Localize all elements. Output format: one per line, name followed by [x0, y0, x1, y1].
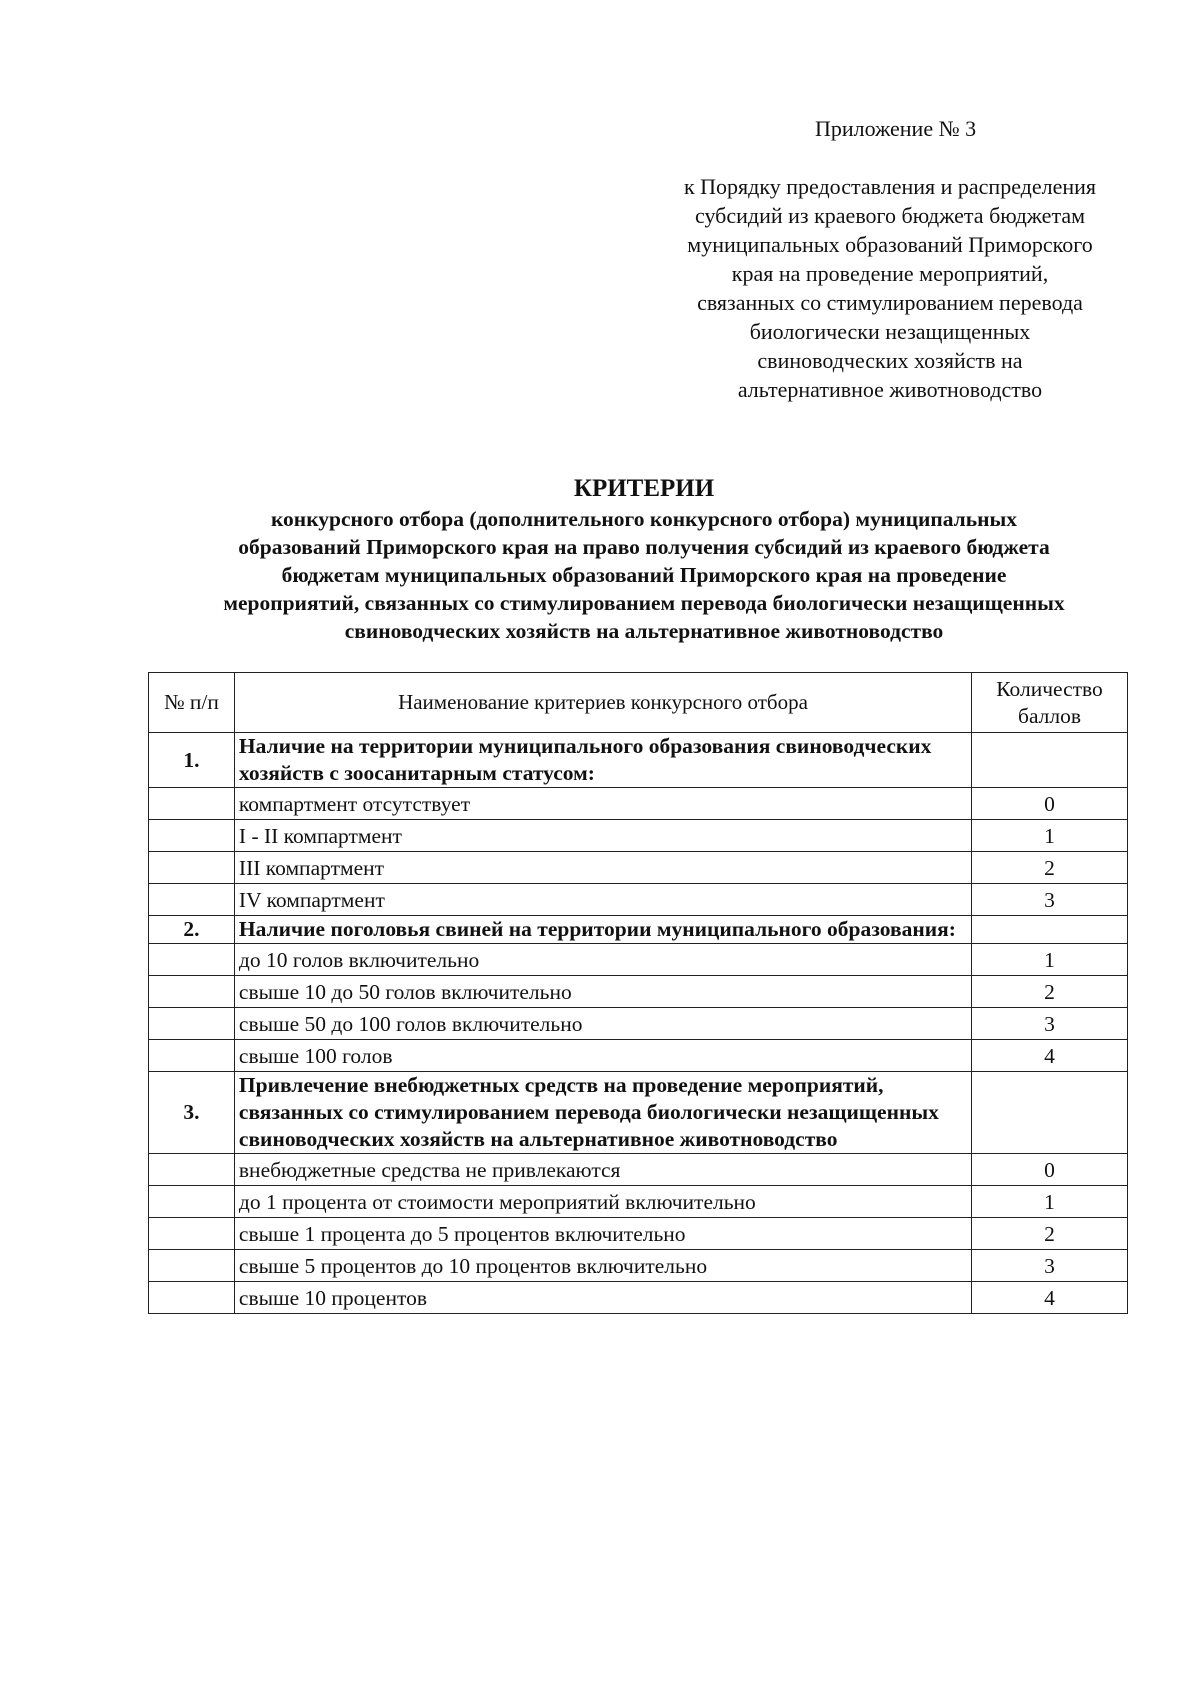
group-row	[149, 916, 1128, 944]
item-name: внебюджетные средства не привлекаются	[234, 1154, 971, 1186]
appendix-label: Приложение № 3	[815, 116, 977, 141]
group-points	[972, 733, 1128, 788]
group-points	[972, 1072, 1128, 1154]
table-row	[149, 1186, 1128, 1218]
item-name: свыше 1 процента до 5 процентов включительно	[234, 1218, 971, 1250]
item-name: свыше 5 процентов до 10 процентов включительно	[234, 1250, 971, 1282]
table-row	[149, 788, 1128, 820]
table-row	[149, 1250, 1128, 1282]
item-points: 4	[972, 1282, 1128, 1314]
item-name: компартмент отсутствует	[234, 788, 971, 820]
appendix-reference-line: к Порядку предоставления и распределения	[683, 174, 1097, 199]
appendix-reference-line: свиноводческих хозяйств на	[757, 348, 1023, 373]
item-number	[149, 1282, 235, 1314]
item-number	[149, 1040, 235, 1072]
document-subtitle-line: мероприятий, связанных со стимулированием перевода биологически незащищенных	[223, 591, 1065, 615]
group-number: 3.	[149, 1072, 235, 1154]
item-number	[149, 944, 235, 976]
document-subtitle-line: свиноводческих хозяйств на альтернативное животноводство	[344, 619, 944, 643]
group-title: Привлечение внебюджетных средств на проведение мероприятий, связанных со стимулированием перевода биологически незащищенных свиноводческих хозяйств на альтернативное животноводство	[234, 1072, 971, 1154]
item-number	[149, 884, 235, 916]
item-points: 1	[972, 944, 1128, 976]
group-title: Наличие поголовья свиней на территории муниципального образования:	[234, 916, 971, 944]
item-name: III компартмент	[234, 852, 971, 884]
item-points: 2	[972, 852, 1128, 884]
table-row	[149, 852, 1128, 884]
item-points: 0	[972, 788, 1128, 820]
item-number	[149, 1250, 235, 1282]
table-row	[149, 976, 1128, 1008]
header-number: № п/п	[149, 673, 235, 733]
group-points	[972, 916, 1128, 944]
appendix-reference-line: связанных со стимулированием перевода	[697, 290, 1083, 315]
document-title: КРИТЕРИИ	[573, 475, 715, 502]
appendix-reference	[640, 172, 1140, 404]
header-points-line: баллов	[1018, 703, 1082, 728]
item-points: 1	[972, 1186, 1128, 1218]
table-row	[149, 884, 1128, 916]
document-subtitle-line: бюджетам муниципальных образований Приморского края на проведение	[281, 563, 1007, 587]
header-criteria-name: Наименование критериев конкурсного отбора	[234, 673, 971, 733]
item-number	[149, 820, 235, 852]
group-number: 1.	[149, 733, 235, 788]
document-subtitle-line: образований Приморского края на право получения субсидий из краевого бюджета	[238, 535, 1050, 559]
group-number: 2.	[149, 916, 235, 944]
item-number	[149, 1008, 235, 1040]
table-row	[149, 944, 1128, 976]
table-row	[149, 1040, 1128, 1072]
item-points: 4	[972, 1040, 1128, 1072]
item-points: 2	[972, 976, 1128, 1008]
item-points: 1	[972, 820, 1128, 852]
appendix-reference-line: биологически незащищенных	[749, 319, 1031, 344]
item-number	[149, 1154, 235, 1186]
item-number	[149, 1186, 235, 1218]
header-points	[972, 673, 1128, 733]
item-points: 0	[972, 1154, 1128, 1186]
group-row	[149, 733, 1128, 788]
item-points: 3	[972, 884, 1128, 916]
appendix-reference-line: края на проведение мероприятий,	[731, 261, 1049, 286]
appendix-reference-line: альтернативное животноводство	[737, 377, 1043, 402]
item-name: до 10 голов включительно	[234, 944, 971, 976]
item-name: IV компартмент	[234, 884, 971, 916]
item-name: свыше 100 голов	[234, 1040, 971, 1072]
item-points: 3	[972, 1008, 1128, 1040]
group-title: Наличие на территории муниципального образования свиноводческих хозяйств с зоосанитарным статусом:	[234, 733, 971, 788]
criteria-table	[148, 672, 1128, 1314]
group-row	[149, 1072, 1128, 1154]
item-number	[149, 1218, 235, 1250]
table-row	[149, 1218, 1128, 1250]
item-name: I - II компартмент	[234, 820, 971, 852]
item-points: 3	[972, 1250, 1128, 1282]
table-header-row	[149, 673, 1128, 733]
item-number	[149, 788, 235, 820]
item-name: свыше 50 до 100 голов включительно	[234, 1008, 971, 1040]
document-subtitle-line: конкурсного отбора (дополнительного конкурсного отбора) муниципальных	[270, 507, 1018, 531]
item-number	[149, 852, 235, 884]
item-points: 2	[972, 1218, 1128, 1250]
item-number	[149, 976, 235, 1008]
item-name: свыше 10 до 50 голов включительно	[234, 976, 971, 1008]
table-row	[149, 1282, 1128, 1314]
appendix-reference-line: субсидий из краевого бюджета бюджетам	[694, 203, 1086, 228]
header-points-line: Количество	[996, 676, 1103, 701]
table-row	[149, 820, 1128, 852]
item-name: до 1 процента от стоимости мероприятий включительно	[234, 1186, 971, 1218]
document-subtitle	[140, 505, 1148, 645]
table-row	[149, 1154, 1128, 1186]
table-row	[149, 1008, 1128, 1040]
item-name: свыше 10 процентов	[234, 1282, 971, 1314]
appendix-reference-line: муниципальных образований Приморского	[687, 232, 1093, 257]
